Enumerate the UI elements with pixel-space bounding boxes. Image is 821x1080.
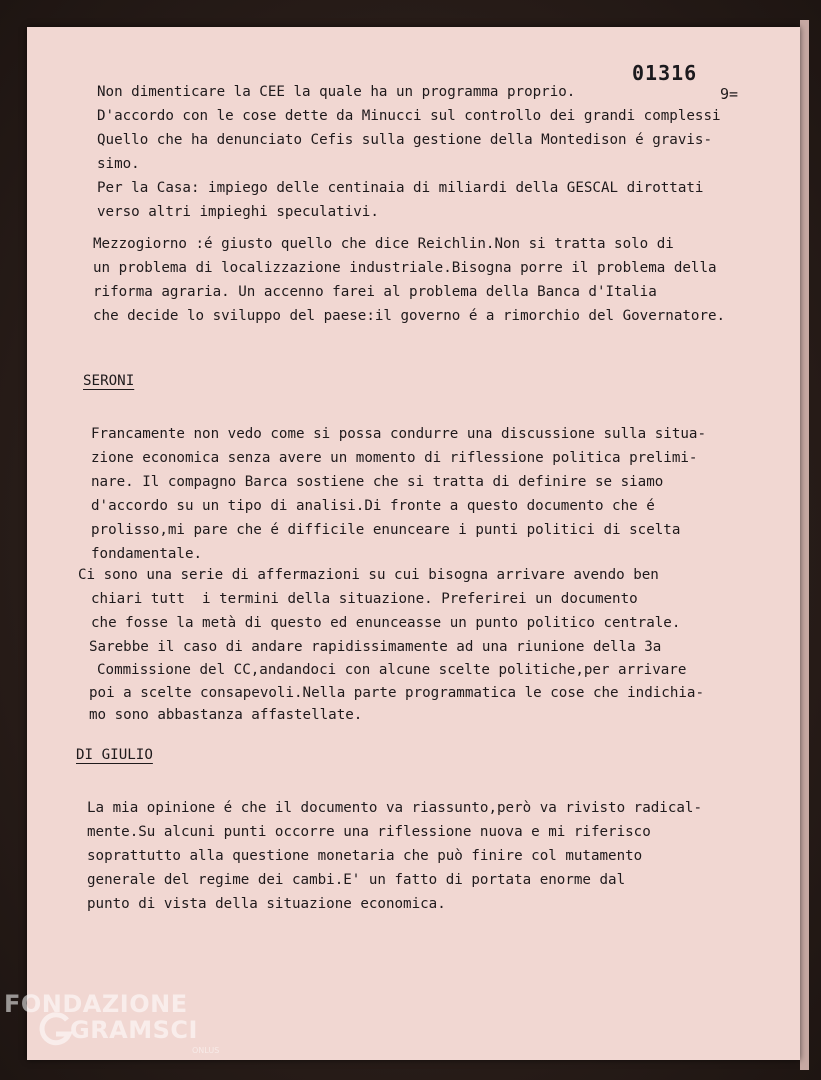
watermark-onlus: ONLUS — [192, 1046, 220, 1055]
gramsci-logo-icon — [38, 1012, 72, 1046]
text-line: d'accordo su un tipo di analisi.Di fronte a questo documento che é — [91, 498, 655, 514]
watermark-line-1: FONDAZIONE — [4, 990, 188, 1018]
text-line: punto di vista della situazione economica. — [87, 896, 446, 912]
text-line: D'accordo con le cose dette da Minucci sul controllo dei grandi complessi — [97, 108, 721, 124]
text-line: Mezzogiorno :é giusto quello che dice Reichlin.Non si tratta solo di — [93, 236, 674, 252]
text-line: Non dimenticare la CEE la quale ha un programma proprio. — [97, 84, 576, 100]
text-line: Sarebbe il caso di andare rapidissimamente ad una riunione della 3a — [89, 639, 662, 655]
typewritten-sheet — [27, 27, 800, 1060]
page-number: 9= — [720, 85, 739, 103]
document-number: 01316 — [632, 61, 698, 85]
text-line: fondamentale. — [91, 546, 203, 562]
text-line: soprattutto alla questione monetaria che può finire col mutamento — [87, 848, 643, 864]
fondazione-gramsci-watermark — [4, 990, 224, 1070]
text-line: Commissione del CC,andandoci con alcune scelte politiche,per arrivare — [97, 662, 687, 678]
speaker-heading-seroni: SERONI — [83, 373, 135, 389]
text-line: simo. — [97, 156, 140, 172]
text-line: zione economica senza avere un momento di riflessione politica prelimi- — [91, 450, 698, 466]
paragraph-intro — [27, 27, 800, 220]
text-line: La mia opinione é che il documento va riassunto,però va rivisto radical- — [87, 800, 702, 816]
text-line: un problema di localizzazione industriale.Bisogna porre il problema della — [93, 260, 717, 276]
text-line: verso altri impieghi speculativi. — [97, 204, 379, 220]
speaker-heading-di-giulio: DI GIULIO — [76, 747, 153, 763]
text-line: chiari tutt i termini della situazione. Preferirei un documento — [91, 591, 638, 607]
text-line: Ci sono una serie di affermazioni su cui bisogna arrivare avendo ben — [78, 567, 659, 583]
text-line: riforma agraria. Un accenno farei al problema della Banca d'Italia — [93, 284, 657, 300]
text-line: che decide lo sviluppo del paese:il governo é a rimorchio del Governatore. — [93, 308, 726, 324]
text-line: prolisso,mi pare che é difficile enunceare i punti politici di scelta — [91, 522, 681, 538]
watermark-line-2: GRAMSCI — [70, 1016, 198, 1044]
text-line: Per la Casa: impiego delle centinaia di miliardi della GESCAL dirottati — [97, 180, 704, 196]
text-line: mente.Su alcuni punti occorre una riflessione nuova e mi riferisco — [87, 824, 651, 840]
text-line: generale del regime dei cambi.E' un fatto di portata enorme dal — [87, 872, 626, 888]
text-line: Quello che ha denunciato Cefis sulla gestione della Montedison é gravis- — [97, 132, 712, 148]
text-line: nare. Il compagno Barca sostiene che si tratta di definire se siamo — [91, 474, 664, 490]
text-line: che fosse la metà di questo ed enunceasse un punto politico centrale. — [91, 615, 681, 631]
text-line: Francamente non vedo come si possa condurre una discussione sulla situa- — [91, 426, 706, 442]
text-line: poi a scelte consapevoli.Nella parte programmatica le cose che indichia- — [89, 685, 704, 701]
text-line: mo sono abbastanza affastellate. — [89, 707, 363, 723]
page-edge — [800, 20, 809, 1070]
